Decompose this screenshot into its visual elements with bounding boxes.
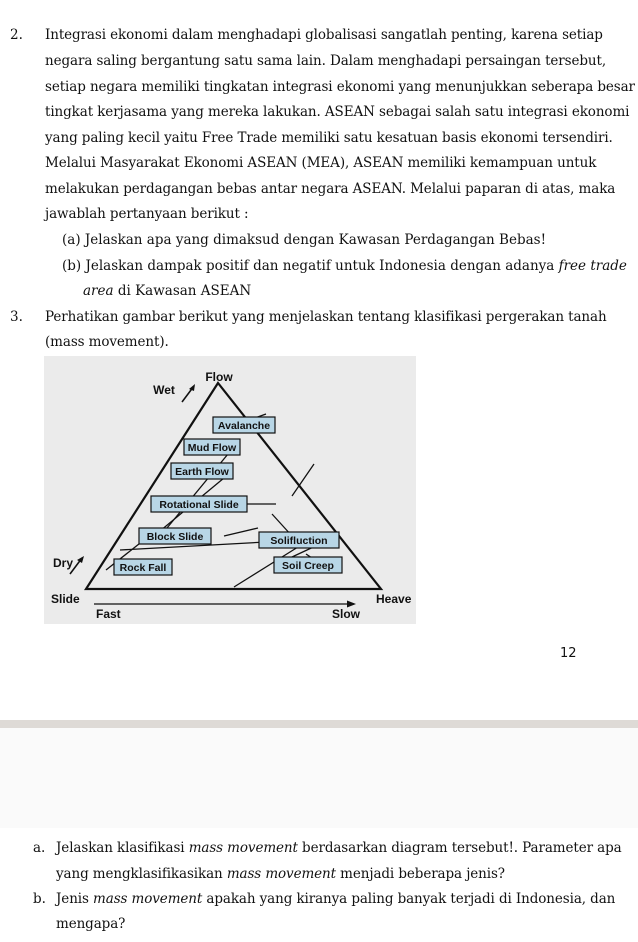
- q2-sub-a: (a) Jelaskan apa yang dimaksud dengan Kawasan Perdagangan Bebas!: [62, 232, 546, 248]
- q2-line-5: yang paling kecil yaitu Free Trade memiliki satu kesatuan basis ekonomi tersendiri.: [45, 130, 613, 146]
- rock-fall-label: Rock Fall: [119, 562, 167, 574]
- q2-line-6: Melalui Masyarakat Ekonomi ASEAN (MEA), ASEAN memiliki kemampuan untuk: [45, 155, 597, 171]
- q2-line-1: Integrasi ekonomi dalam menghadapi globalisasi sangatlah penting, karena setiap: [45, 27, 603, 43]
- qa-l1-rest: berdasarkan diagram tersebut!. Parameter apa: [297, 840, 622, 856]
- q2-line-8: jawablah pertanyaan berikut :: [45, 206, 249, 222]
- dry-label: Dry: [53, 556, 74, 570]
- qb-l1-prefix: Jenis: [56, 891, 94, 907]
- rotational-slide-label: Rotational Slide: [159, 499, 239, 511]
- box-rotational-slide: [151, 496, 247, 512]
- flow-corner-label: Flow: [205, 370, 233, 384]
- question-b-line-1: [56, 891, 615, 907]
- slide-corner-label: Slide: [51, 592, 80, 606]
- qb-l1-italic: mass movement: [93, 891, 203, 907]
- q2-sub-b-cont: [83, 283, 251, 299]
- question-3-number: 3.: [10, 309, 23, 325]
- box-solifluction: [259, 532, 339, 548]
- q3-line-1: Perhatikan gambar berikut yang menjelaskan tentang klasifikasi pergerakan tanah: [45, 309, 607, 325]
- mass-movement-diagram: [44, 356, 416, 624]
- q2-sub-b-italic: free trade: [558, 258, 627, 274]
- qa-l1-italic: mass movement: [188, 840, 298, 856]
- solifluction-label: Solifluction: [270, 535, 328, 547]
- box-earth-flow: [171, 463, 233, 479]
- question-b-label: b.: [33, 891, 46, 907]
- qa-l2-prefix: yang mengklasifikasikan: [56, 866, 227, 882]
- qb-l1-rest: apakah yang kiranya paling banyak terjadi di Indonesia, dan: [202, 891, 616, 907]
- box-soil-creep: [274, 557, 342, 573]
- question-a-label: a.: [33, 840, 46, 856]
- soil-creep-label: Soil Creep: [282, 560, 334, 572]
- q2-line-3: setiap negara memiliki tingkatan integrasi ekonomi yang menunjukkan seberapa besar: [45, 79, 635, 95]
- slow-label: Slow: [332, 607, 361, 621]
- qa-l2-rest: menjadi beberapa jenis?: [335, 866, 505, 882]
- box-avalanche: [213, 417, 275, 433]
- q3-line-2: (mass movement).: [45, 334, 169, 350]
- q2-line-2: negara saling bergantung satu sama lain. Dalam menghadapi persaingan tersebut,: [45, 53, 607, 69]
- mud-flow-label: Mud Flow: [187, 442, 237, 454]
- wet-arrowhead: [189, 384, 195, 391]
- box-rock-fall: [114, 559, 172, 575]
- question-2-number: 2.: [10, 27, 23, 43]
- q2-sub-b2-italic: area: [83, 283, 114, 299]
- page-number: 12: [560, 646, 577, 661]
- fast-label: Fast: [96, 607, 121, 621]
- block-slide-label: Block Slide: [146, 531, 204, 543]
- qa-l1-prefix: Jelaskan klasifikasi: [56, 840, 189, 856]
- avalanche-label: Avalanche: [217, 420, 271, 432]
- wet-label: Wet: [153, 383, 175, 397]
- qa-l2-italic: mass movement: [226, 866, 336, 882]
- earth-flow-label: Earth Flow: [175, 466, 229, 478]
- page-gap: [0, 728, 638, 828]
- question-a-line-2: [56, 866, 505, 882]
- q2-sub-b2-text: di Kawasan ASEAN: [113, 283, 252, 299]
- q2-line-7: melakukan perdagangan bebas antar negara ASEAN. Melalui paparan di atas, maka: [45, 181, 616, 197]
- question-a-line-1: [56, 840, 622, 856]
- question-b-line-2: mengapa?: [56, 916, 126, 932]
- q2-sub-b: [62, 258, 627, 274]
- q2-line-4: tingkat kerjasama yang mereka lakukan. ASEAN sebagai salah satu integrasi ekonomi: [45, 104, 630, 120]
- heave-corner-label: Heave: [376, 592, 412, 606]
- box-block-slide: [139, 528, 211, 544]
- box-mud-flow: [184, 439, 240, 455]
- page-separator: [0, 720, 638, 728]
- q2-sub-b-text: (b) Jelaskan dampak positif dan negatif untuk Indonesia dengan adanya: [62, 258, 559, 274]
